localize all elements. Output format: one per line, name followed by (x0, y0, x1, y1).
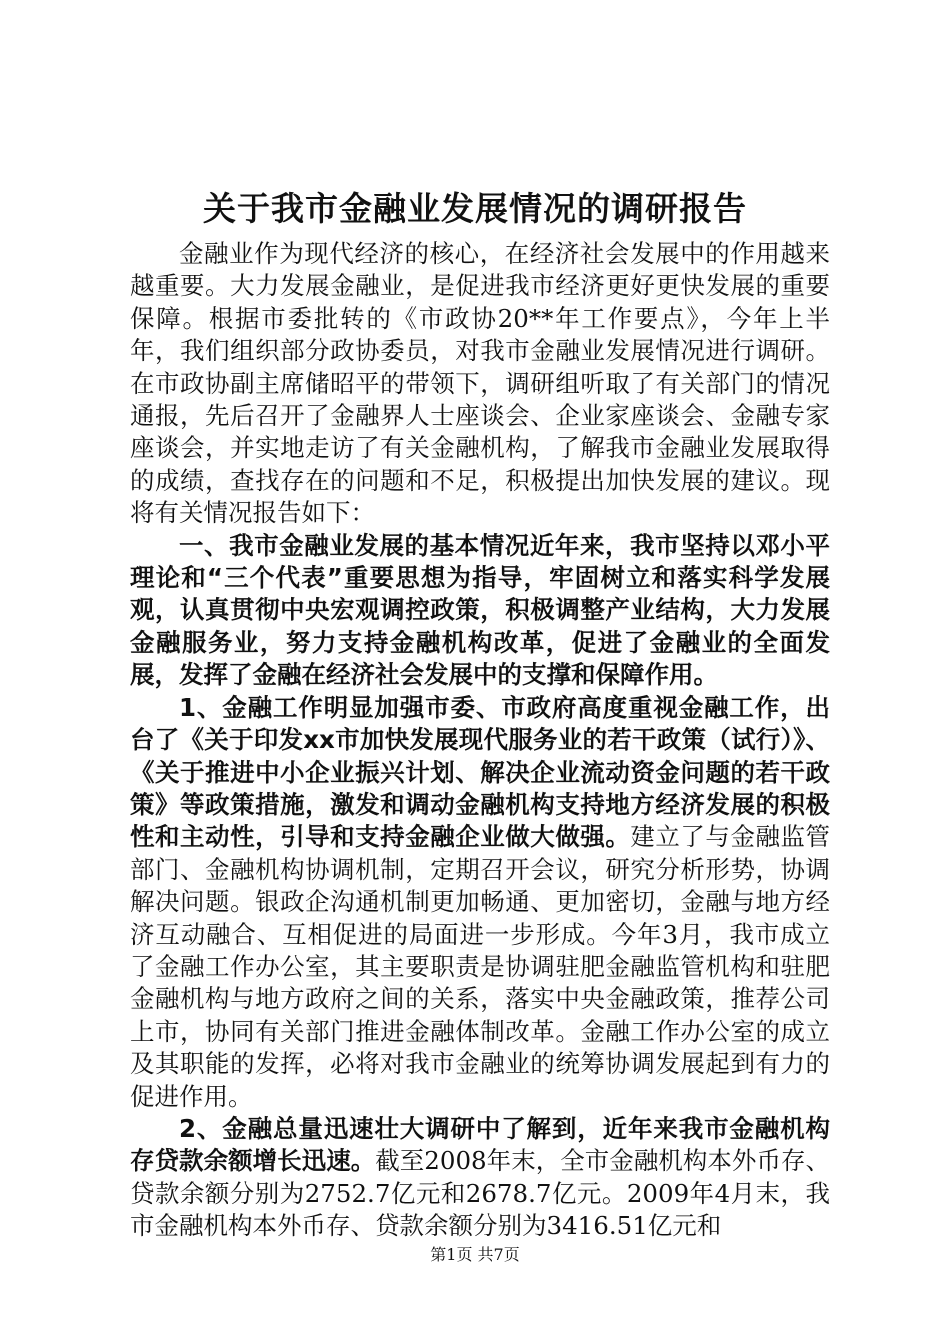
paragraph-intro (130, 238, 830, 530)
paragraph-text: 截至2008年末，全市金融机构本外币存、贷款余额分别为2752.7亿元和2678.7亿元。2009年4月末，我市金融机构本外币存、贷款余额分别为3416.51亿元和 (130, 1146, 830, 1241)
paragraph-item-2 (130, 1113, 830, 1243)
document-body (130, 238, 830, 1243)
document-title: 关于我市金融业发展情况的调研报告 (203, 189, 747, 228)
paragraph-bold-lead: 一、我市金融业发展的基本情况近年来，我市坚持以邓小平理论和“三个代表”重要思想为指导，牢固树立和落实科学发展观，认真贯彻中央宏观调控政策，积极调整产业结构，大力发展金融服务业，努力支持金融机构改革，促进了金融业的全面发展，发挥了金融在经济社会发展中的支撑和保障作用。 (130, 530, 830, 690)
page-number-footer: 第1页 共7页 (430, 1245, 520, 1264)
paragraph-section-1 (130, 530, 830, 692)
paragraph-bold-lead: 2、金融总量迅速壮大调研中了解到，近年来我市金融机构存贷款余额增长迅速。 (130, 1113, 830, 1176)
paragraph-text: 金融业作为现代经济的核心，在经济社会发展中的作用越来越重要。大力发展金融业，是促进我市经济更好更快发展的重要保障。根据市委批转的《市政协20**年工作要点》，今年上半年，我们组织部分政协委员，对我市金融业发展情况进行调研。在市政协副主席储昭平的带领下，调研组听取了有关部门的情况通报，先后召开了金融界人士座谈会、企业家座谈会、金融专家座谈会，并实地走访了有关金融机构，了解我市金融业发展取得的成绩，查找存在的问题和不足，积极提出加快发展的建议。现将有关情况报告如下： (130, 239, 830, 528)
paragraph-bold-lead: 1、金融工作明显加强市委、市政府高度重视金融工作，出台了《关于印发xx市加快发展现代服务业的若干政策（试行）》、《关于推进中小企业振兴计划、解决企业流动资金问题的若干政策》等政策措施，激发和调动金融机构支持地方经济发展的积极性和主动性，引导和支持金融企业做大做强。 (130, 692, 830, 852)
paragraph-item-1 (130, 692, 830, 1113)
paragraph-text: 建立了与金融监管部门、金融机构协调机制，定期召开会议，研究分析形势，协调解决问题。银政企沟通机制更加畅通、更加密切，金融与地方经济互动融合、互相促进的局面进一步形成。今年3月，我市成立了金融工作办公室，其主要职责是协调驻肥金融监管机构和驻肥金融机构与地方政府之间的关系，落实中央金融政策，推荐公司上市，协同有关部门推进金融体制改革。金融工作办公室的成立及其职能的发挥，必将对我市金融业的统筹协调发展起到有力的促进作用。 (130, 822, 831, 1111)
